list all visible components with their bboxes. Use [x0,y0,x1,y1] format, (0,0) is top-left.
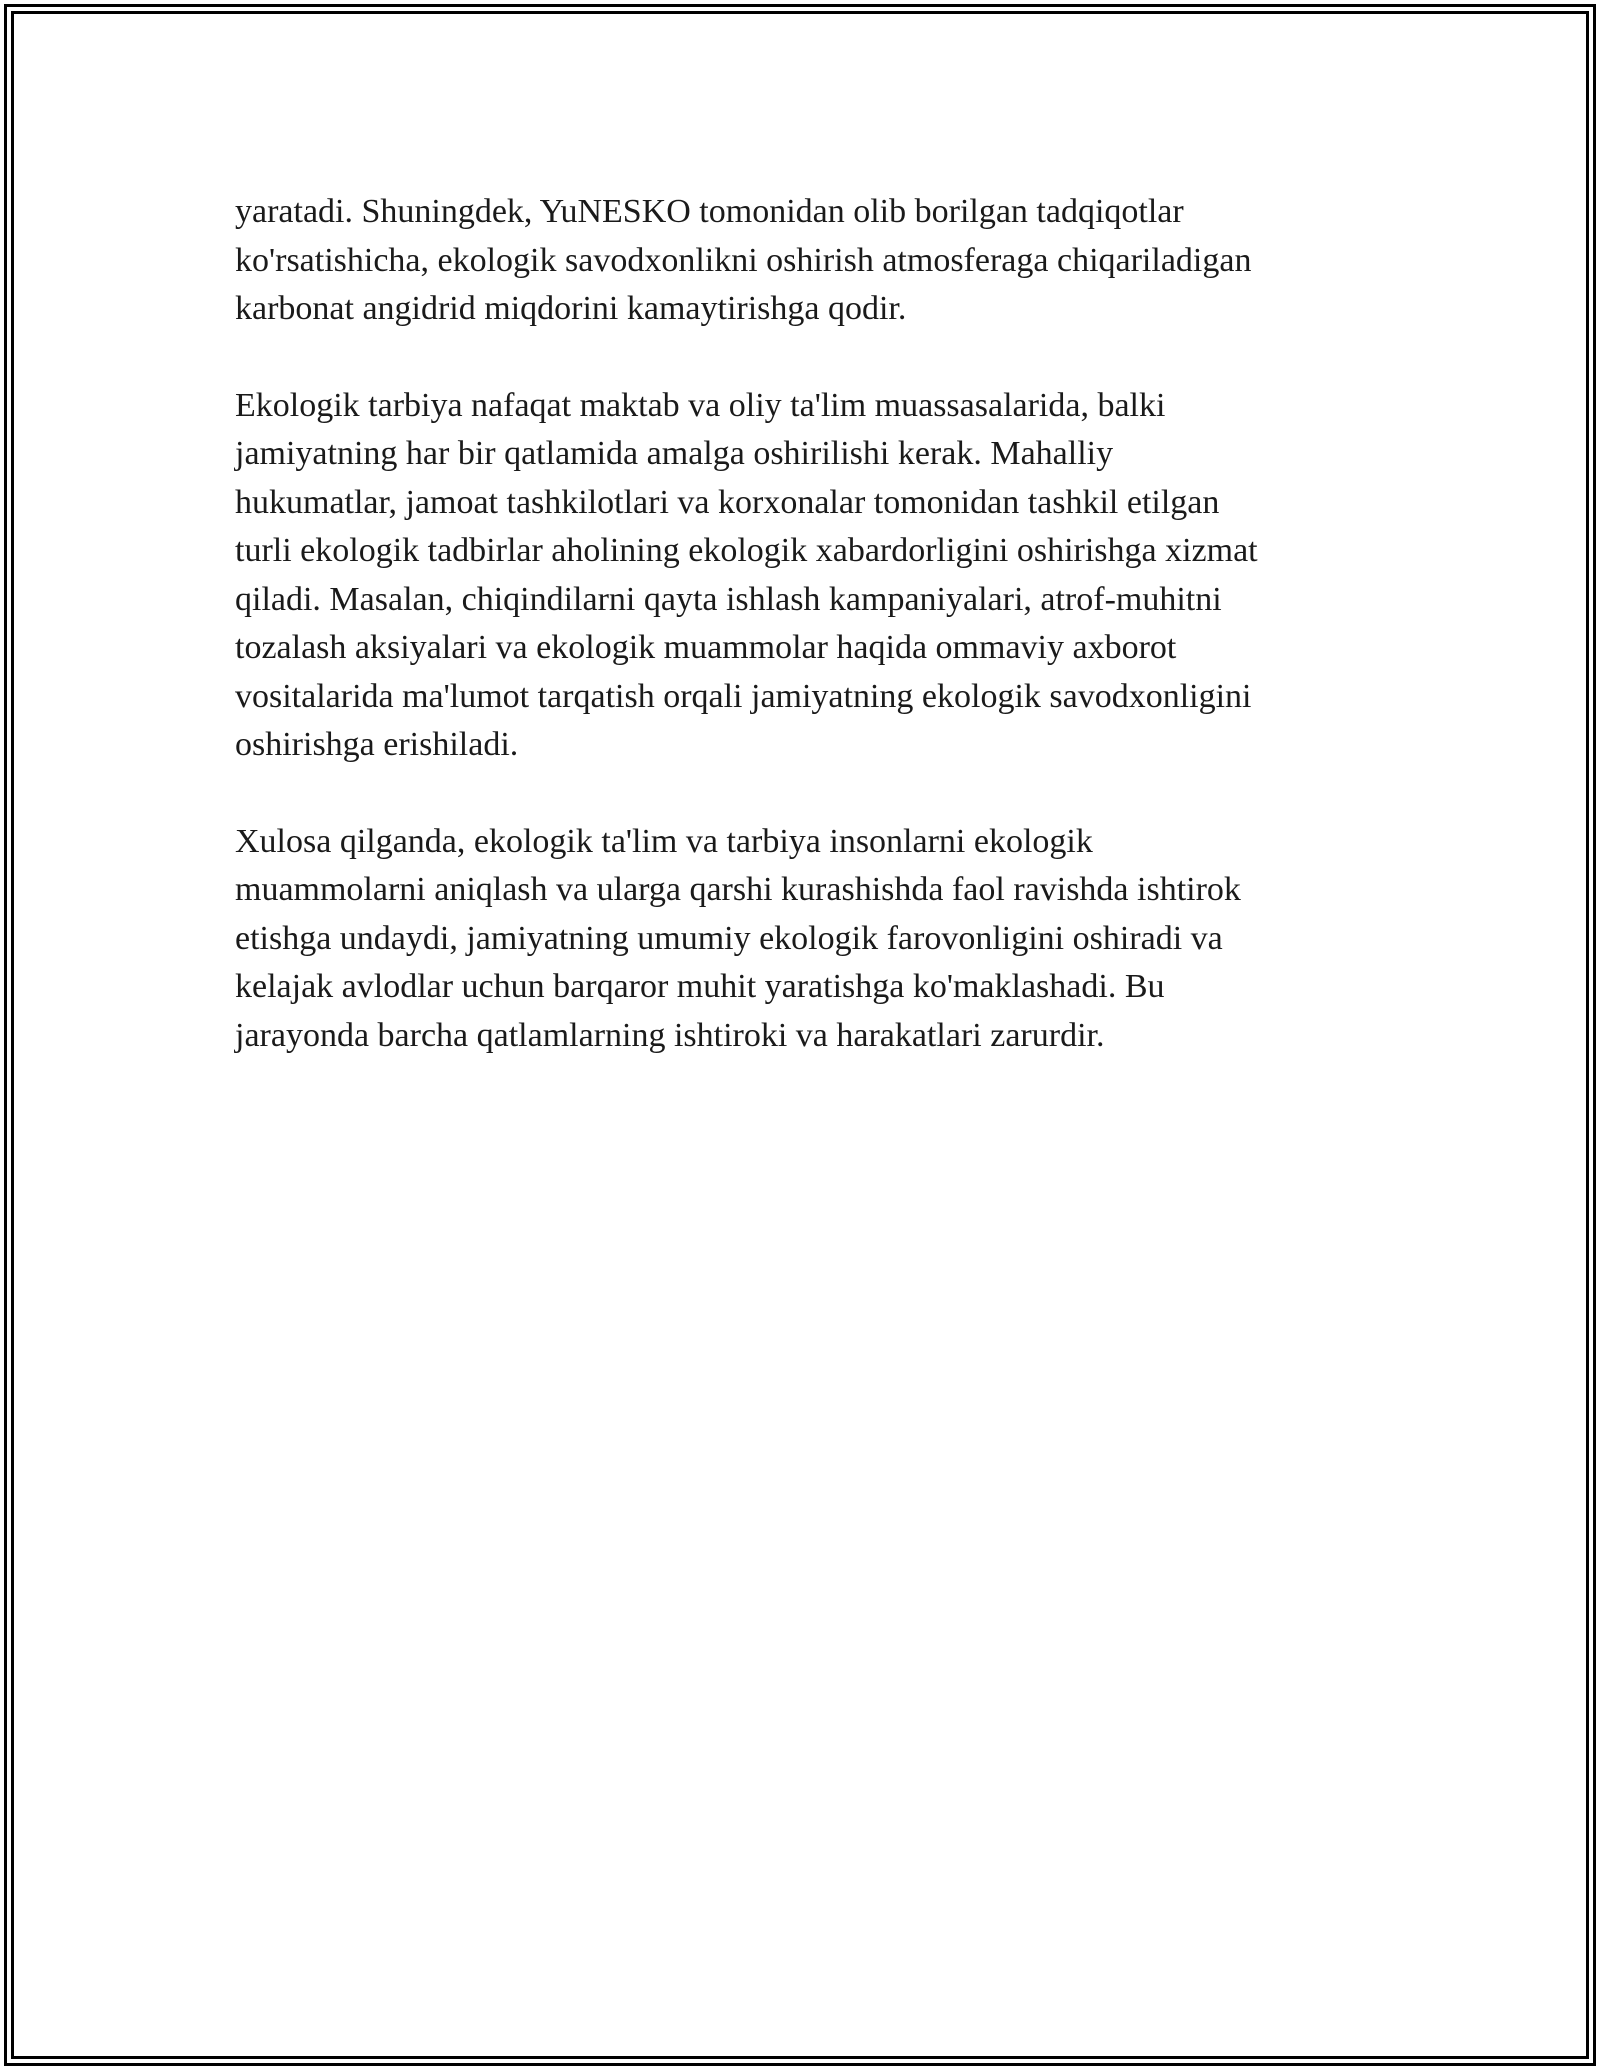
paragraph-1 [235,188,1370,334]
text-line: etishga undaydi, jamiyatning umumiy ekologik farovonligini oshiradi va [235,919,1223,957]
text-line: karbonat angidrid miqdorini kamaytirishga qodir. [235,290,907,327]
text-line: hukumatlar, jamoat tashkilotlari va korxonalar tomonidan tashkil etilgan [235,483,1220,521]
text-line: jamiyatning har bir qatlamida amalga oshirilishi kerak. Mahalliy [235,435,1114,472]
text-line: oshirishga erishiladi. [235,726,519,763]
document-body [235,188,1370,1108]
text-line: vositalarida ma'lumot tarqatish orqali jamiyatning ekologik savodxonligini [235,677,1252,715]
text-line: kelajak avlodlar uchun barqaror muhit yaratishga ko'maklashadi. Bu [235,968,1165,1005]
text-line: turli ekologik tadbirlar aholining ekologik xabardorligini oshirishga xizmat [235,532,1258,569]
text-line: Xulosa qilganda, ekologik ta'lim va tarbiya insonlarni ekologik [235,822,1093,860]
text-line: jarayonda barcha qatlamlarning ishtiroki va harakatlari zarurdir. [235,1016,1105,1054]
text-line: qiladi. Masalan, chiqindilarni qayta ishlash kampaniyalari, atrof-muhitni [235,580,1222,618]
text-line: ko'rsatishicha, ekologik savodxonlikni oshirish atmosferaga chiqariladigan [235,241,1252,279]
text-line: muammolarni aniqlash va ularga qarshi kurashishda faol ravishda ishtirok [235,871,1241,908]
paragraph-2 [235,382,1370,770]
paragraph-3 [235,818,1370,1061]
text-line: tozalash aksiyalari va ekologik muammolar haqida ommaviy axborot [235,629,1177,666]
text-line: Ekologik tarbiya nafaqat maktab va oliy ta'lim muassasalarida, balki [235,386,1166,424]
text-line: yaratadi. Shuningdek, YuNESKO tomonidan olib borilgan tadqiqotlar [235,193,1184,230]
